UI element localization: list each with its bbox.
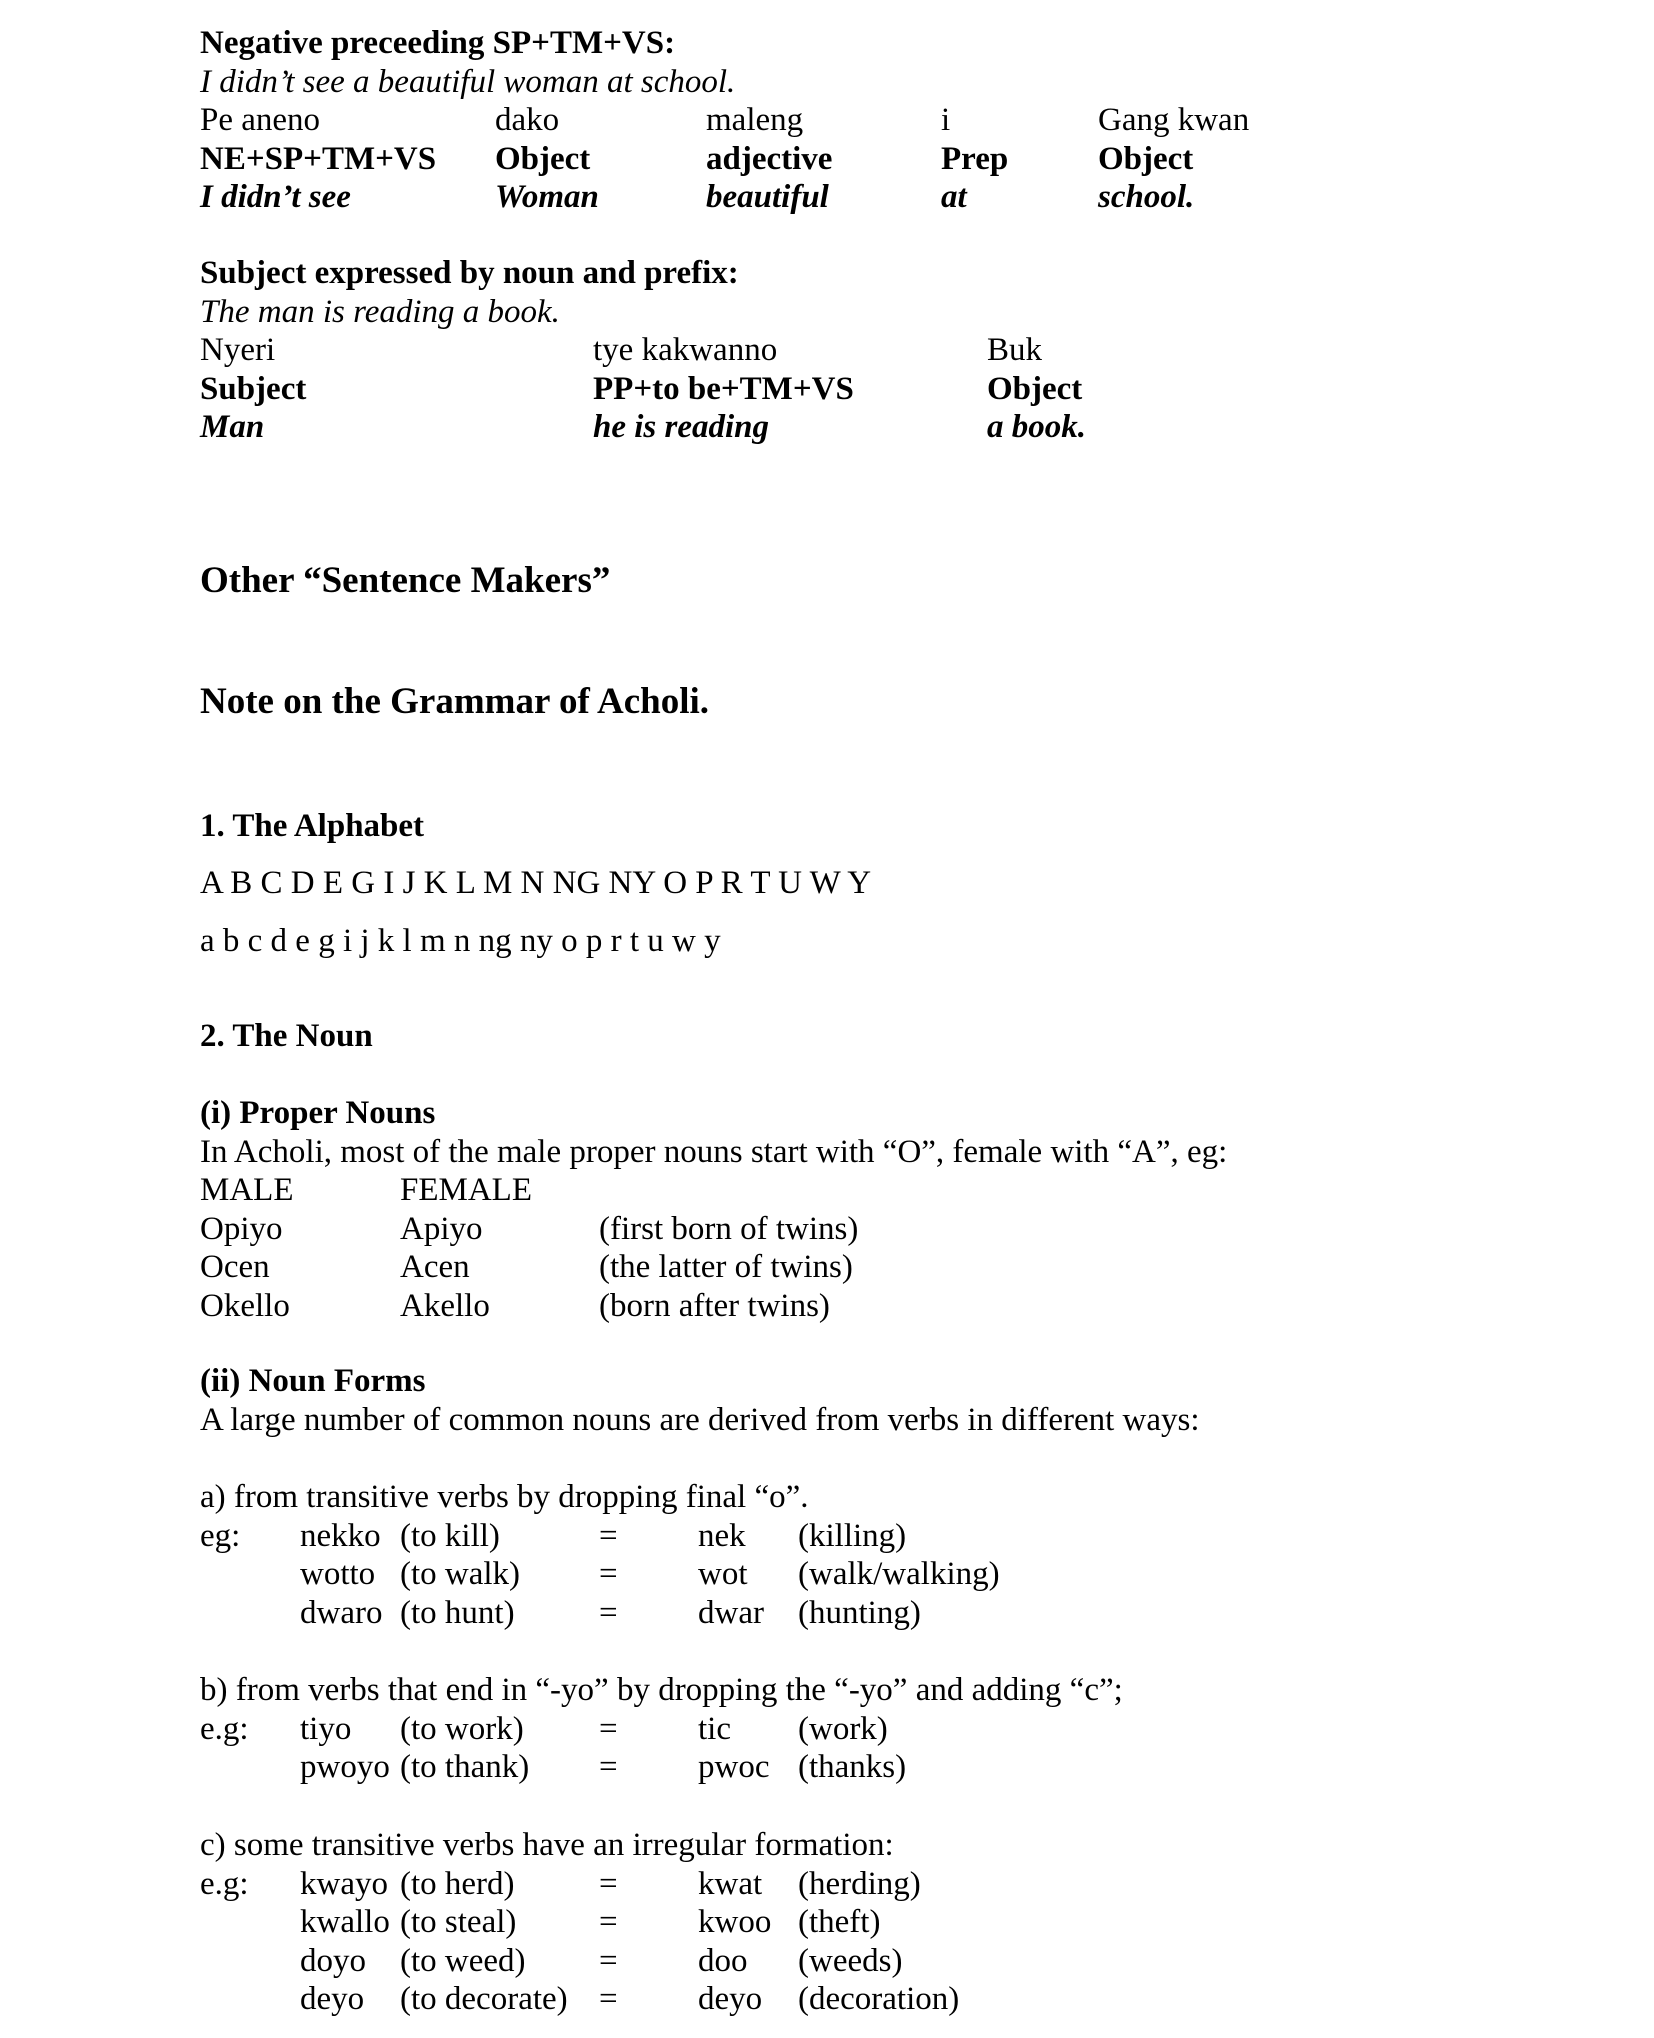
noun-forms-title: (ii) Noun Forms — [200, 1363, 426, 1399]
equals-sign: = — [599, 1517, 618, 1554]
noun: wot — [698, 1556, 748, 1592]
negative-example-section — [200, 24, 1250, 217]
verb-meaning: (to steal) — [400, 1904, 517, 1940]
tag-object: Object — [987, 370, 1083, 407]
verb: pwoyo — [300, 1749, 390, 1785]
proper-nouns-section — [200, 1094, 1227, 1325]
verb: kwallo — [300, 1904, 390, 1940]
example-row — [200, 1517, 907, 1556]
negative-tags-row — [200, 140, 1194, 179]
sentence-makers-heading: Other “Sentence Makers” — [200, 560, 611, 601]
noun-meaning: (thanks) — [798, 1749, 907, 1785]
word-dako: dako — [495, 102, 560, 138]
example-row — [200, 1748, 1123, 1787]
negative-translation: I didn’t see a beautiful woman at school. — [200, 63, 736, 100]
proper-noun-row — [200, 1210, 1227, 1249]
gloss-woman: Woman — [495, 179, 599, 215]
equals-sign: = — [599, 1981, 618, 2017]
noun-forms-intro: A large number of common nouns are derived from verbs in different ways: — [200, 1401, 1200, 1438]
verb: doyo — [300, 1942, 366, 1979]
equals-sign: = — [599, 1594, 618, 1631]
header-male: MALE — [200, 1172, 294, 1208]
noun-meaning: (work) — [798, 1710, 888, 1747]
name-meaning: (first born of twins) — [599, 1210, 859, 1247]
noun: deyo — [698, 1981, 763, 2017]
subject-heading: Subject expressed by noun and prefix: — [200, 255, 739, 291]
subject-words-row — [200, 331, 1043, 370]
male-name: Okello — [200, 1287, 290, 1324]
header-female: FEMALE — [400, 1172, 532, 1208]
proper-nouns-title: (i) Proper Nouns — [200, 1095, 436, 1131]
example-row — [200, 1555, 1000, 1594]
noun-meaning: (weeds) — [798, 1942, 903, 1979]
example-row — [200, 1903, 894, 1942]
gloss-at: at — [941, 179, 967, 215]
tag-object: Object — [495, 140, 591, 177]
alphabet-uppercase: A B C D E G I J K L M N NG NY O P R T U W Y — [200, 865, 872, 901]
example-row — [200, 1594, 921, 1633]
verb-meaning: (to thank) — [400, 1749, 530, 1785]
grammar-note-heading: Note on the Grammar of Acholi. — [200, 681, 710, 722]
gloss-beautiful: beautiful — [706, 179, 829, 215]
noun: kwat — [698, 1865, 763, 1902]
male-name: Ocen — [200, 1249, 270, 1285]
gloss-school: school. — [1098, 179, 1195, 215]
rule-c-title: c) some transitive verbs have an irregular formation: — [200, 1827, 894, 1863]
negative-words-row — [200, 101, 1250, 140]
noun: pwoc — [698, 1749, 770, 1785]
gloss-he-is-reading: he is reading — [593, 409, 770, 445]
verb-meaning: (to hunt) — [400, 1594, 515, 1631]
gloss-man: Man — [200, 409, 265, 445]
word-gang-kwan: Gang kwan — [1098, 102, 1250, 138]
rule-a-title: a) from transitive verbs by dropping final “o”. — [200, 1479, 809, 1515]
tag-prep: Prep — [941, 140, 1009, 177]
verb: nekko — [300, 1517, 381, 1554]
word-i: i — [941, 102, 951, 138]
subject-translation: The man is reading a book. — [200, 293, 560, 330]
eg-label: eg: — [200, 1517, 241, 1554]
verb: dwaro — [300, 1594, 383, 1631]
female-name: Apiyo — [400, 1210, 483, 1247]
tag-subject: Subject — [200, 370, 307, 407]
word-maleng: maleng — [706, 102, 804, 138]
tag-pp-to-be: PP+to be+TM+VS — [593, 370, 854, 407]
noun: doo — [698, 1942, 748, 1979]
example-row — [200, 1710, 1123, 1749]
equals-sign: = — [599, 1556, 618, 1592]
alphabet-title: 1. The Alphabet — [200, 808, 425, 844]
word-tye-kakwanno: tye kakwanno — [593, 332, 778, 368]
eg-label: e.g: — [200, 1865, 249, 1902]
noun-meaning: (herding) — [798, 1865, 921, 1902]
male-name: Opiyo — [200, 1210, 283, 1247]
proper-noun-row — [200, 1287, 1227, 1326]
equals-sign: = — [599, 1942, 618, 1979]
noun-meaning: (walk/walking) — [798, 1556, 1000, 1592]
noun-meaning: (hunting) — [798, 1594, 921, 1631]
proper-noun-row — [200, 1248, 1227, 1287]
noun-meaning: (decoration) — [798, 1981, 960, 2017]
negative-heading: Negative preceeding SP+TM+VS: — [200, 25, 676, 61]
equals-sign: = — [599, 1904, 618, 1940]
noun: dwar — [698, 1594, 764, 1631]
word-buk: Buk — [987, 332, 1043, 368]
word-pe-aneno: Pe aneno — [200, 102, 321, 138]
noun: tic — [698, 1710, 731, 1747]
verb-meaning: (to decorate) — [400, 1981, 568, 2017]
subject-example-section — [200, 254, 1086, 447]
verb-meaning: (to weed) — [400, 1942, 526, 1979]
noun-forms-section — [200, 1362, 1200, 1439]
negative-gloss-row — [200, 178, 1195, 217]
noun-forms-c — [200, 1826, 960, 2019]
noun-title: 2. The Noun — [200, 1018, 373, 1054]
eg-label: e.g: — [200, 1710, 249, 1747]
tag-ne-sp-tm-vs: NE+SP+TM+VS — [200, 140, 437, 177]
noun: kwoo — [698, 1904, 772, 1940]
verb-meaning: (to walk) — [400, 1556, 521, 1592]
equals-sign: = — [599, 1749, 618, 1785]
verb-meaning: (to work) — [400, 1710, 524, 1747]
noun-meaning: (theft) — [798, 1904, 881, 1940]
verb: kwayo — [300, 1865, 388, 1902]
female-name: Acen — [400, 1249, 470, 1285]
alphabet-lowercase: a b c d e g i j k l m n ng ny o p r t u w y — [200, 923, 721, 959]
subject-tags-row — [200, 370, 1083, 409]
verb: deyo — [300, 1981, 365, 2017]
name-meaning: (born after twins) — [599, 1287, 830, 1324]
verb-meaning: (to herd) — [400, 1865, 515, 1902]
tag-object: Object — [1098, 140, 1194, 177]
example-row — [200, 1942, 903, 1981]
noun-forms-b — [200, 1671, 1123, 1787]
rule-b-title: b) from verbs that end in “-yo” by dropping the “-yo” and adding “c”; — [200, 1672, 1123, 1708]
example-row — [200, 1865, 921, 1904]
noun-meaning: (killing) — [798, 1517, 907, 1554]
name-meaning: (the latter of twins) — [599, 1249, 853, 1285]
equals-sign: = — [599, 1710, 618, 1747]
gloss-a-book: a book. — [987, 409, 1086, 445]
proper-nouns-intro: In Acholi, most of the male proper nouns start with “O”, female with “A”, eg: — [200, 1133, 1228, 1170]
proper-nouns-header-row — [200, 1171, 1227, 1210]
verb: tiyo — [300, 1710, 352, 1747]
subject-gloss-row — [200, 408, 1086, 447]
word-nyeri: Nyeri — [200, 332, 276, 368]
tag-adjective: adjective — [706, 140, 833, 177]
example-row — [200, 1980, 960, 2019]
verb-meaning: (to kill) — [400, 1517, 500, 1554]
noun: nek — [698, 1517, 746, 1554]
female-name: Akello — [400, 1287, 490, 1324]
equals-sign: = — [599, 1865, 618, 1902]
verb: wotto — [300, 1556, 376, 1592]
gloss-i-didnt-see: I didn’t see — [200, 179, 351, 215]
noun-forms-a — [200, 1478, 1000, 1632]
